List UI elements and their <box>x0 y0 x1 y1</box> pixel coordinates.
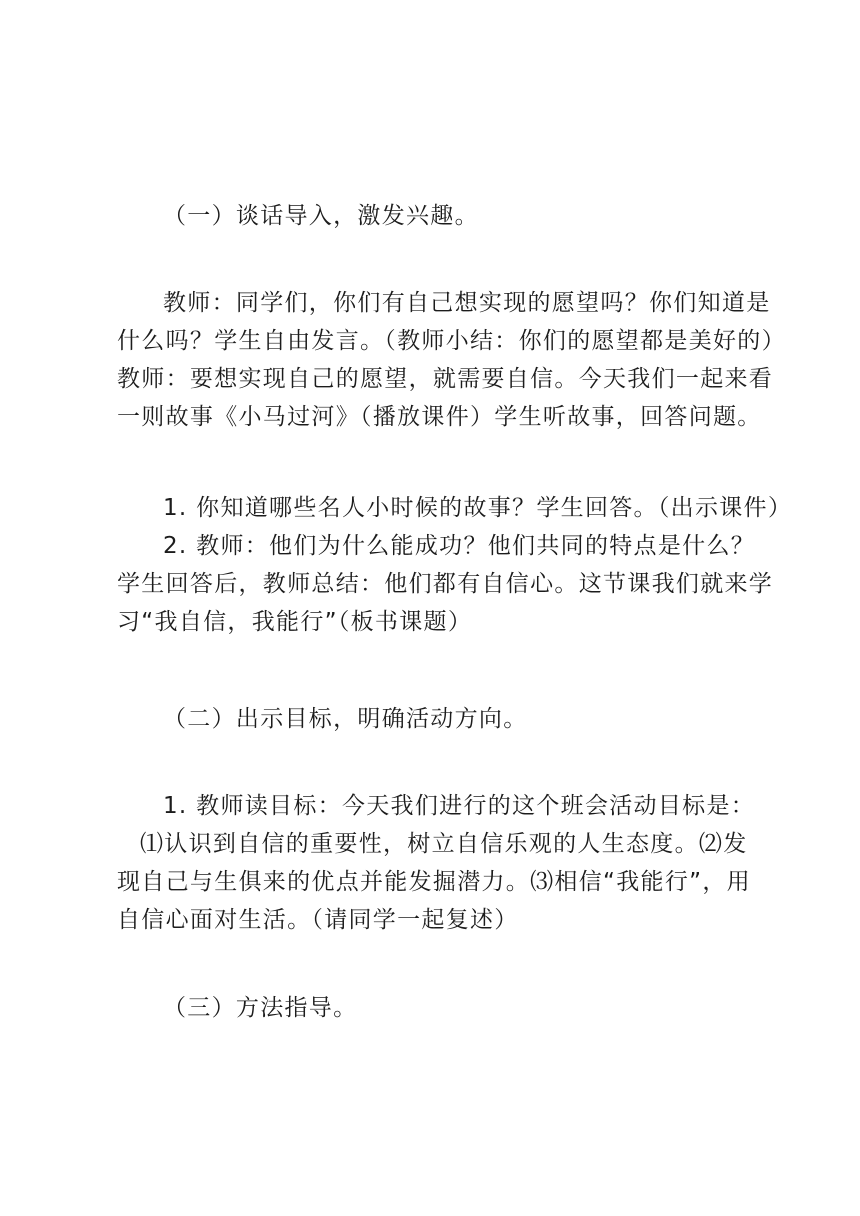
paragraph-line: 一则故事《小马过河》（播放课件）学生听故事，回答问题。 <box>117 404 762 430</box>
section-2-list <box>117 787 757 939</box>
list-item: 1. 教师读目标：今天我们进行的这个班会活动目标是： <box>163 793 756 819</box>
paragraph-line: 教师：要想实现自己的愿望，就需要自信。今天我们一起来看 <box>117 366 774 392</box>
heading-text: （三）方法指导。 <box>163 995 358 1021</box>
list-item: ⑴认识到自信的重要性，树立自信乐观的人生态度。⑵发 <box>140 831 748 857</box>
section-3-heading <box>117 989 757 1027</box>
list-item-continuation: 学生回答后，教师总结：他们都有自信心。这节课我们就来学 <box>117 571 774 597</box>
section-1-list <box>117 489 793 641</box>
paragraph-line: 什么吗？学生自由发言。（教师小结：你们的愿望都是美好的） <box>117 328 786 354</box>
list-item-continuation: 自信心面对生活。（请同学一起复述） <box>117 907 519 933</box>
list-item-continuation: 习“我自信，我能行”（板书课题） <box>117 609 473 635</box>
section-1-heading <box>117 197 757 235</box>
list-item: 2. 教师：他们为什么能成功？他们共同的特点是什么？ <box>163 533 756 559</box>
list-item-continuation: 现自己与生俱来的优点并能发掘潜力。⑶相信“我能行”，用 <box>117 869 751 895</box>
section-2-heading <box>117 700 757 738</box>
paragraph-line: 教师：同学们，你们有自己想实现的愿望吗？你们知道是 <box>163 290 771 316</box>
section-1-paragraph <box>117 284 786 436</box>
list-item: 1. 你知道哪些名人小时候的故事？学生回答。（出示课件） <box>163 495 793 521</box>
heading-text: （二）出示目标，明确活动方向。 <box>163 706 528 732</box>
heading-text: （一）谈话导入，激发兴趣。 <box>163 203 479 229</box>
